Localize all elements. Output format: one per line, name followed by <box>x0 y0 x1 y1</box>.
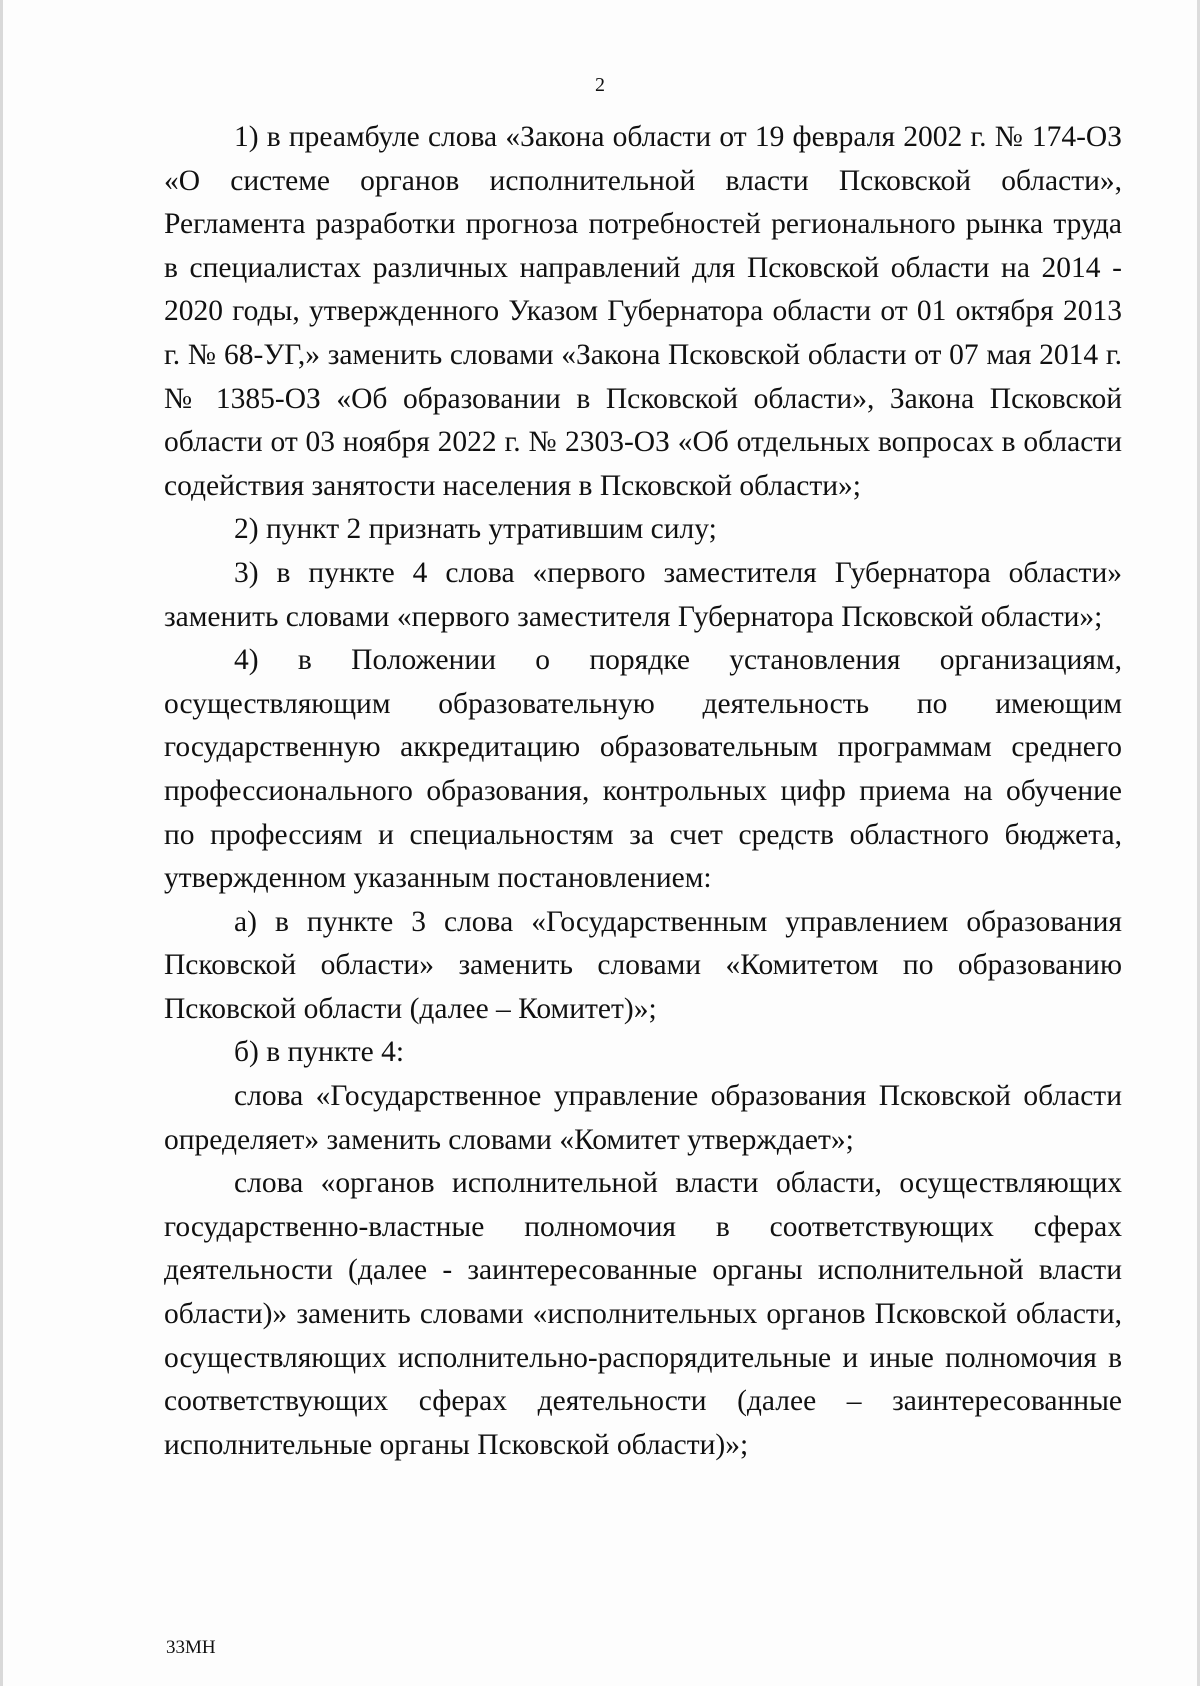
paragraph-subitem-a: а) в пункте 3 слова «Государственным управлением образования Псковской области» заменить словами «Комитетом по образованию Псковской области (далее – Комитет)»; <box>164 905 1122 1025</box>
paragraph-regulation-amendment: 4) в Положении о порядке установления организациям, осуществляющим образовательную деятельность по имеющим государственную аккредитацию образовательным программам среднего профессионального образования, контрольных цифр приема на обучение по профессиям и специальностям за счет средств областного бюджета, утвержденном указанным постановлением: <box>164 644 1122 895</box>
paragraph-item-4-amendment: 3) в пункте 4 слова «первого заместителя Губернатора области» заменить словами «первого заместителя Губернатора Псковской области»; <box>164 556 1122 633</box>
paragraph-preamble-amendment: 1) в преамбуле слова «Закона области от 19 февраля 2002 г. № 174-ОЗ «О системе органов исполнительной власти Псковской области», Регламента разработки прогноза потребностей регионального рынка труда в специалистах различных направлений для Псковской области на 2014 - 2020 годы, утвержденного Указом Губернатора области от 01 октября 2013 г. № 68-УГ,» заменить словами «Закона Псковской области от 07 мая 2014 г. № 1385-ОЗ «Об образовании в Псковской области», Закона Псковской области от 03 ноября 2022 г. № 2303-ОЗ «Об отдельных вопросах в области содействия занятости населения в Псковской области»; <box>164 121 1122 502</box>
paragraph-subitem-b: б) в пункте 4: <box>234 1036 405 1069</box>
page-number: 2 <box>595 74 605 96</box>
paragraph-words-replacement-1: слова «Государственное управление образования Псковской области определяет» заменить словами «Комитет утверждает»; <box>164 1080 1122 1156</box>
document-body <box>164 116 1122 1467</box>
document-footer-code: 33МН <box>166 1637 216 1658</box>
paragraph-words-replacement-2: слова «органов исполнительной власти области, осуществляющих государственно-властные полномочия в соответствующих сферах деятельности (далее - заинтересованные органы исполнительной власти области)» заменить словами «исполнительных органов Псковской области, осуществляющих исполнительно-распорядительные и иные полномочия в соответствующих сферах деятельности (далее – заинтересованные исполнительные органы Псковской области)»; <box>164 1167 1122 1461</box>
paragraph-item-2-repeal: 2) пункт 2 признать утратившим силу; <box>234 513 717 546</box>
